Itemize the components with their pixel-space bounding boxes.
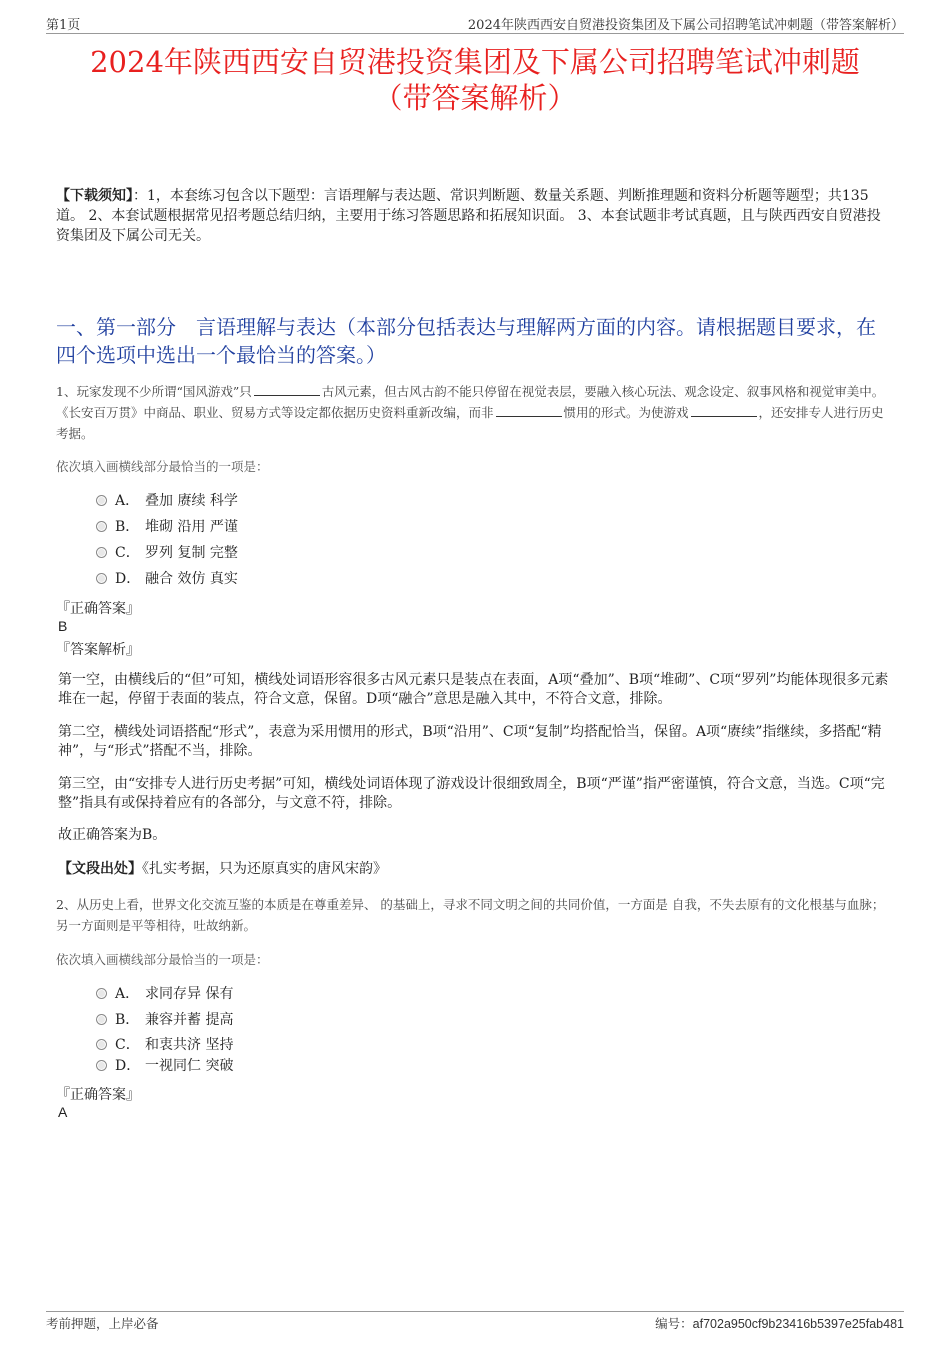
footer-divider — [46, 1311, 904, 1312]
section-title: 一、第一部分 言语理解与表达（本部分包括表达与理解两方面的内容。请根据题目要求，在四个选项中选出一个最恰当的答案。） — [56, 315, 876, 367]
notice-label: 【下载须知】 — [56, 188, 133, 204]
option-letter: D． — [115, 571, 141, 587]
option-letter: C． — [115, 1037, 140, 1053]
radio-icon[interactable] — [96, 573, 107, 584]
q1-prompt: 依次填入画横线部分最恰当的一项是： — [56, 459, 269, 474]
header-doc-title: 2024年陕西西安自贸港投资集团及下属公司招聘笔试冲刺题（带答案解析） — [467, 18, 904, 33]
header-divider — [46, 33, 904, 34]
q1-analysis-conclusion: 故正确答案为B。 — [58, 827, 167, 843]
q2-option-c[interactable] — [96, 1034, 233, 1056]
option-text: 叠加 赓续 科学 — [145, 493, 238, 509]
q1-text-part2: 古风元素，但古风古韵不能只停留在视觉表层，要融入核心玩法、观念设定、叙事风格和视觉审美中。《长安百万贯》中商品、职业、贸易方式等设定都依据历史资料重新改编，而非 — [56, 384, 885, 420]
option-text: 罗列 复制 完整 — [145, 545, 238, 561]
document-title — [40, 44, 910, 116]
option-letter: A． — [115, 493, 140, 509]
page-header — [46, 14, 904, 34]
q1-source — [58, 860, 890, 879]
page-number: 第1页 — [46, 18, 81, 33]
q2-answer-label: 『正确答案』 — [56, 1087, 140, 1103]
q1-analysis-label: 『答案解析』 — [56, 642, 140, 658]
option-letter: D． — [115, 1058, 141, 1074]
option-text: 求同存异 保有 — [145, 986, 234, 1002]
option-letter: C． — [115, 545, 140, 561]
q1-analysis-paragraph: 第一空，由横线后的“但”可知，横线处词语形容很多古风元素只是装点在表面，A项“叠加”、B项“堆砌”、C项“罗列”均能体现很多元素堆在一起，停留于表面的装点，符合文意，保留。D项“融合”意思是融入其中，不符合文意，排除。 — [58, 672, 889, 707]
q2-option-b[interactable] — [96, 1009, 233, 1031]
download-notice — [56, 186, 894, 246]
option-text: 和衷共济 坚持 — [145, 1037, 234, 1053]
source-text: 《扎实考据，只为还原真实的唐风宋韵》 — [142, 861, 387, 877]
q1-text-part1: 1、玩家发现不少所谓“国风游戏”只 — [56, 384, 252, 399]
notice-text: ：1，本套练习包含以下题型：言语理解与表达题、常识判断题、数量关系题、判断推理题和资料分析题等题型；共135道。 2、本套试题根据常见招考题总结归纳，主要用于练习答题思路和拓展知识面。 3、本套试题非考试真题，且与陕西西安自贸港投资集团及下属公司无关。 — [56, 188, 881, 244]
q2-option-a[interactable] — [96, 983, 233, 1005]
q2-answer: A — [58, 1104, 68, 1120]
radio-icon[interactable] — [96, 547, 107, 558]
q1-option-c[interactable] — [96, 542, 238, 564]
blank-3 — [691, 402, 757, 417]
option-text: 堆砌 沿用 严谨 — [145, 519, 238, 535]
blank-1 — [254, 381, 320, 396]
radio-icon[interactable] — [96, 1039, 107, 1050]
q1-analysis-paragraph: 第二空，横线处词语搭配“形式”，表意为采用惯用的形式，B项“沿用”、C项“复制”均搭配恰当，保留。A项“赓续”指继续，多搭配“精神”，与“形式”搭配不当，排除。 — [58, 724, 882, 759]
source-label: 【文段出处】 — [58, 861, 142, 877]
q2-option-d[interactable] — [96, 1055, 233, 1077]
q1-answer-label: 『正确答案』 — [56, 601, 140, 617]
blank-2 — [496, 402, 562, 417]
q2-prompt: 依次填入画横线部分最恰当的一项是： — [56, 952, 269, 967]
option-text: 融合 效仿 真实 — [145, 571, 238, 587]
footer-code — [655, 1314, 904, 1332]
title-line-1: 2024年陕西西安自贸港投资集团及下属公司招聘笔试冲刺题 — [90, 45, 860, 79]
option-letter: B． — [115, 519, 140, 535]
q1-option-d[interactable] — [96, 568, 238, 590]
radio-icon[interactable] — [96, 1014, 107, 1025]
radio-icon[interactable] — [96, 495, 107, 506]
q1-text-part4: ，还安排专人进行历史考据。 — [56, 405, 884, 441]
q1-option-a[interactable] — [96, 490, 238, 512]
code-label: 编号： — [655, 1316, 693, 1331]
q1-text-part3: 惯用的形式。为使游戏 — [563, 405, 689, 420]
code-value: af702a950cf9b23416b5397e25fab481 — [692, 1317, 904, 1331]
q1-answer: B — [58, 618, 68, 634]
radio-icon[interactable] — [96, 521, 107, 532]
option-text: 兼容并蓄 提高 — [145, 1012, 234, 1028]
title-line-2: （带答案解析） — [373, 81, 577, 115]
question-2-stem: 2、从历史上看，世界文化交流互鉴的本质是在尊重差异、 的基础上，寻求不同文明之间的共同价值，一方面是 自我，不失去原有的文化根基与血脉；另一方面则是平等相待，吐故纳新。 — [56, 897, 885, 933]
footer-slogan: 考前押题，上岸必备 — [46, 1316, 159, 1331]
radio-icon[interactable] — [96, 1060, 107, 1071]
q1-option-b[interactable] — [96, 516, 238, 538]
option-letter: B． — [115, 1012, 140, 1028]
question-1-stem — [56, 381, 894, 444]
q1-analysis-paragraph: 第三空，由“安排专人进行历史考据”可知，横线处词语体现了游戏设计很细致周全，B项“严谨”指严密谨慎，符合文意，当选。C项“完整”指具有或保持着应有的各部分，与文意不符，排除。 — [58, 776, 885, 811]
option-letter: A． — [115, 986, 140, 1002]
option-text: 一视同仁 突破 — [145, 1058, 234, 1074]
radio-icon[interactable] — [96, 988, 107, 999]
